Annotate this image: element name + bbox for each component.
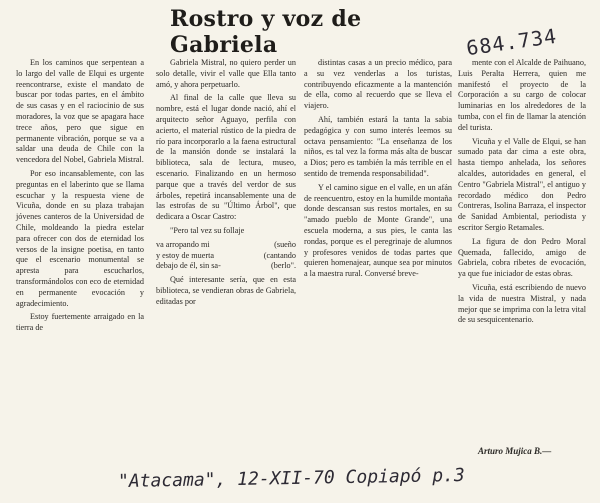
paragraph: Vicuña, está escribiendo de nuevo la vida de nuestra Mistral, y nada mejor que se imprima con la letra vital de su sesquicentenario. (458, 282, 586, 325)
handwritten-source-note: "Atacama", 12-XII-70 Copiapó p.3 (117, 464, 465, 493)
poem-stanza (156, 240, 296, 272)
paragraph: Qué interesante sería, que en esta biblioteca, se vendieran obras de Gabriela, editadas por (156, 275, 296, 306)
poem-line: va arropando mi (sueño (156, 239, 296, 249)
paragraph: Por eso incansablemente, con las preguntas en el laberinto que se llama escuchar y la respuesta viene de Vicuña, donde en su plaza trabajan jóvenes canteros de la Universidad de Chile, moldeando la piedra estelar para ofrecer con dos de eternidad los versos de la insigne poetisa, en tanto que el escenario monumental se apresta para escucharlos, transformándolos con eco de eternidad en permanente evocación y agradecimiento. (16, 168, 144, 308)
paragraph: Ahí, también estará la tanta la sabia pedagógica y con sumo interés leemos su octava pensamiento: "La enseñanza de los niños, es tal vez la forma más alta de buscar a Dios; pero es también la más terrible en el sentido de tremenda responsabilidad". (304, 114, 452, 178)
paragraph: Gabriela Mistral, no quiero perder un solo detalle, vivir el valle que Ella tanto amó, y ahora perpetuarlo. (156, 58, 296, 89)
paragraph: En los caminos que serpentean a lo largo del valle de Elqui es urgente reencontrarse, existe el mandato de buscar por todas partes, en el ámbito de sus casas y en el raciocinio de sus moradores, la voz que se apagara hace trece años, pero que sigue en permanente vibración, porque se va a saldar una deuda de Chile con la vencedora del Nobel, Gabriela Mistral. (16, 58, 144, 165)
article-column-3 (304, 58, 452, 280)
paragraph: Estoy fuertemente arraigado en la tierra de (16, 312, 144, 333)
author-byline: Arturo Mujica B.— (478, 446, 552, 456)
paragraph: mente con el Alcalde de Paihuano, Luis Peralta Herrera, quien me manifestó el proyecto de la Corporación a su cargo de colocar luminarias en los alrededores de la tumba, con el fin de llamar la atención del turista. (458, 58, 586, 132)
article-column-1 (16, 58, 144, 334)
handwritten-catalog-number: 684.734 (464, 23, 559, 61)
paragraph: La figura de don Pedro Moral Quemada, fallecido, amigo de Gabriela, cobra ribetes de evocación, ya que fue iniciador de estas obras. (458, 236, 586, 279)
paragraph: distintas casas a un precio médico, para a su vez venderlas a los turistas, contribuyendo eficazmente a la mantención de ella, como al recuerdo que se lleva el viajero. (304, 58, 452, 111)
paragraph: "Pero tal vez su follaje (170, 225, 245, 235)
article-column-4 (458, 58, 586, 326)
paragraph: Al final de la calle que lleva su nombre, está el lugar donde nació, ahí el arquitecto señor Aguayo, perfila con acierto, el material rústico de la piedra de río para incorporarlo a la faena estructural de la mansión donde se instalará la biblioteca, sala de lectura, museo, escenario. Finalizando en un hermoso parque que a través del verdor de sus árboles, repetirá incansablemente una de las estrofas de su "Último Árbol", que dedicara a Oscar Castro: (156, 93, 296, 222)
paragraph: Vicuña y el Valle de Elqui, se han sumado pata dar cima a este obra, hasta tiempo anhelada, los señores alcaldes, autoridades en general, el Centro "Gabriela Mistral", el antiguo y recordado médico don Pedro Contreras, Isolina Barraza, el inspector de Sanidad Ambiental, periodista y escritor Sergio Retamales. (458, 136, 586, 232)
article-column-2 (156, 58, 296, 308)
poem-line: debajo de él, sin sa- (berlo". (156, 261, 296, 271)
paragraph: Y el camino sigue en el valle, en un afán de reencuentro, estoy en la humilde montaña donde descansan sus restos mortales, en su "amado pueblo de Monte Grande", una escuela moderna, a sus pies, le canta las rondas, porque es el peregrinaje de alumnos y profesores venidos de todas partes que quieren homenajear, aunque sea por minutos a la maestra rural. Conversé breve- (304, 182, 452, 279)
poem-line: y estoy de muerta (cantando (156, 250, 296, 260)
article-title: Rostro y voz de Gabriela (170, 6, 362, 58)
